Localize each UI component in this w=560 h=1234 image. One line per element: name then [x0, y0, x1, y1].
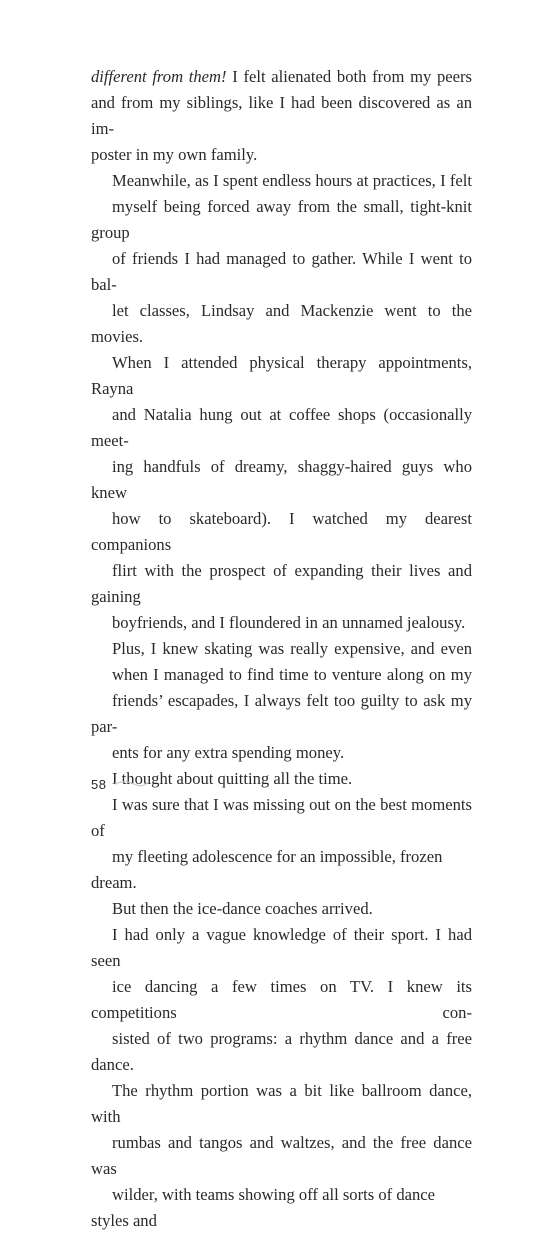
- paragraph: [91, 636, 472, 766]
- text-line: [91, 454, 472, 506]
- text-line: [91, 506, 472, 558]
- text-span: and from my siblings, like I had been discovered as an im-: [91, 93, 472, 138]
- text-line: [91, 1182, 472, 1234]
- text-span: ice dancing a few times on TV. I knew its competitions con-: [91, 977, 472, 1022]
- text-span: of friends I had managed to gather. While I went to bal-: [91, 249, 472, 294]
- text-line: [91, 90, 472, 142]
- text-span: I thought about quitting all the time.: [112, 769, 353, 788]
- italic-text: different from them!: [91, 67, 227, 86]
- text-line: [91, 558, 472, 610]
- text-span: how to skateboard). I watched my dearest companions: [91, 509, 472, 554]
- paragraph: [91, 922, 472, 1234]
- text-line: [91, 974, 472, 1026]
- text-span: I had only a vague knowledge of their sport. I had seen: [91, 925, 472, 970]
- text-span: and Natalia hung out at coffee shops (occasionally meet-: [91, 405, 472, 450]
- page-footer: [91, 774, 148, 794]
- text-line: [91, 64, 472, 90]
- text-span: sisted of two programs: a rhythm dance and a free dance.: [91, 1029, 472, 1074]
- text-span: myself being forced away from the small, tight-knit group: [91, 197, 472, 242]
- text-line: [91, 350, 472, 402]
- text-span: let classes, Lindsay and Mackenzie went to the movies.: [91, 301, 472, 346]
- text-line: [91, 844, 472, 896]
- paragraph: [91, 64, 472, 168]
- paragraph: [91, 168, 472, 636]
- text-line: [91, 636, 472, 662]
- text-span: When I attended physical therapy appointments, Rayna: [91, 353, 472, 398]
- text-line: [91, 402, 472, 454]
- text-span: friends’ escapades, I always felt too guilty to ask my par-: [91, 691, 472, 736]
- text-line: [91, 662, 472, 688]
- text-line: [91, 610, 472, 636]
- text-span: flirt with the prospect of expanding their lives and gaining: [91, 561, 472, 606]
- text-span: poster in my own family.: [91, 145, 258, 164]
- text-span: rumbas and tangos and waltzes, and the free dance was: [91, 1133, 472, 1178]
- swash-ornament-icon: [114, 779, 148, 789]
- text-line: [91, 740, 472, 766]
- text-line: [91, 298, 472, 350]
- text-span: Meanwhile, as I spent endless hours at practices, I felt: [112, 171, 472, 190]
- text-line: [91, 896, 472, 922]
- text-line: [91, 142, 472, 168]
- text-span: ing handfuls of dreamy, shaggy-haired guys who knew: [91, 457, 472, 502]
- text-span: The rhythm portion was a bit like ballroom dance, with: [91, 1081, 472, 1126]
- text-line: [91, 246, 472, 298]
- text-span: boyfriends, and I floundered in an unnamed jealousy.: [112, 613, 466, 632]
- text-span: Plus, I knew skating was really expensive, and even: [112, 639, 472, 658]
- text-span: wilder, with teams showing off all sorts of dance styles and: [91, 1185, 436, 1230]
- text-line: [91, 1026, 472, 1078]
- text-span: my fleeting adolescence for an impossible, frozen dream.: [91, 847, 443, 892]
- text-span: But then the ice-dance coaches arrived.: [112, 899, 373, 918]
- page-number: 58: [91, 776, 107, 792]
- text-span: I felt alienated both from my peers: [226, 67, 472, 86]
- text-line: [91, 1130, 472, 1182]
- paragraph: [91, 896, 472, 922]
- text-span: ents for any extra spending money.: [112, 743, 345, 762]
- text-line: [91, 194, 472, 246]
- text-line: [91, 688, 472, 740]
- paragraph: [91, 792, 472, 896]
- text-span: I was sure that I was missing out on the best moments of: [91, 795, 472, 840]
- body-text: [91, 64, 472, 1234]
- text-line: [91, 922, 472, 974]
- text-span: when I managed to find time to venture along on my: [112, 665, 472, 684]
- text-line: [91, 1078, 472, 1130]
- text-line: [91, 792, 472, 844]
- text-line: [91, 168, 472, 194]
